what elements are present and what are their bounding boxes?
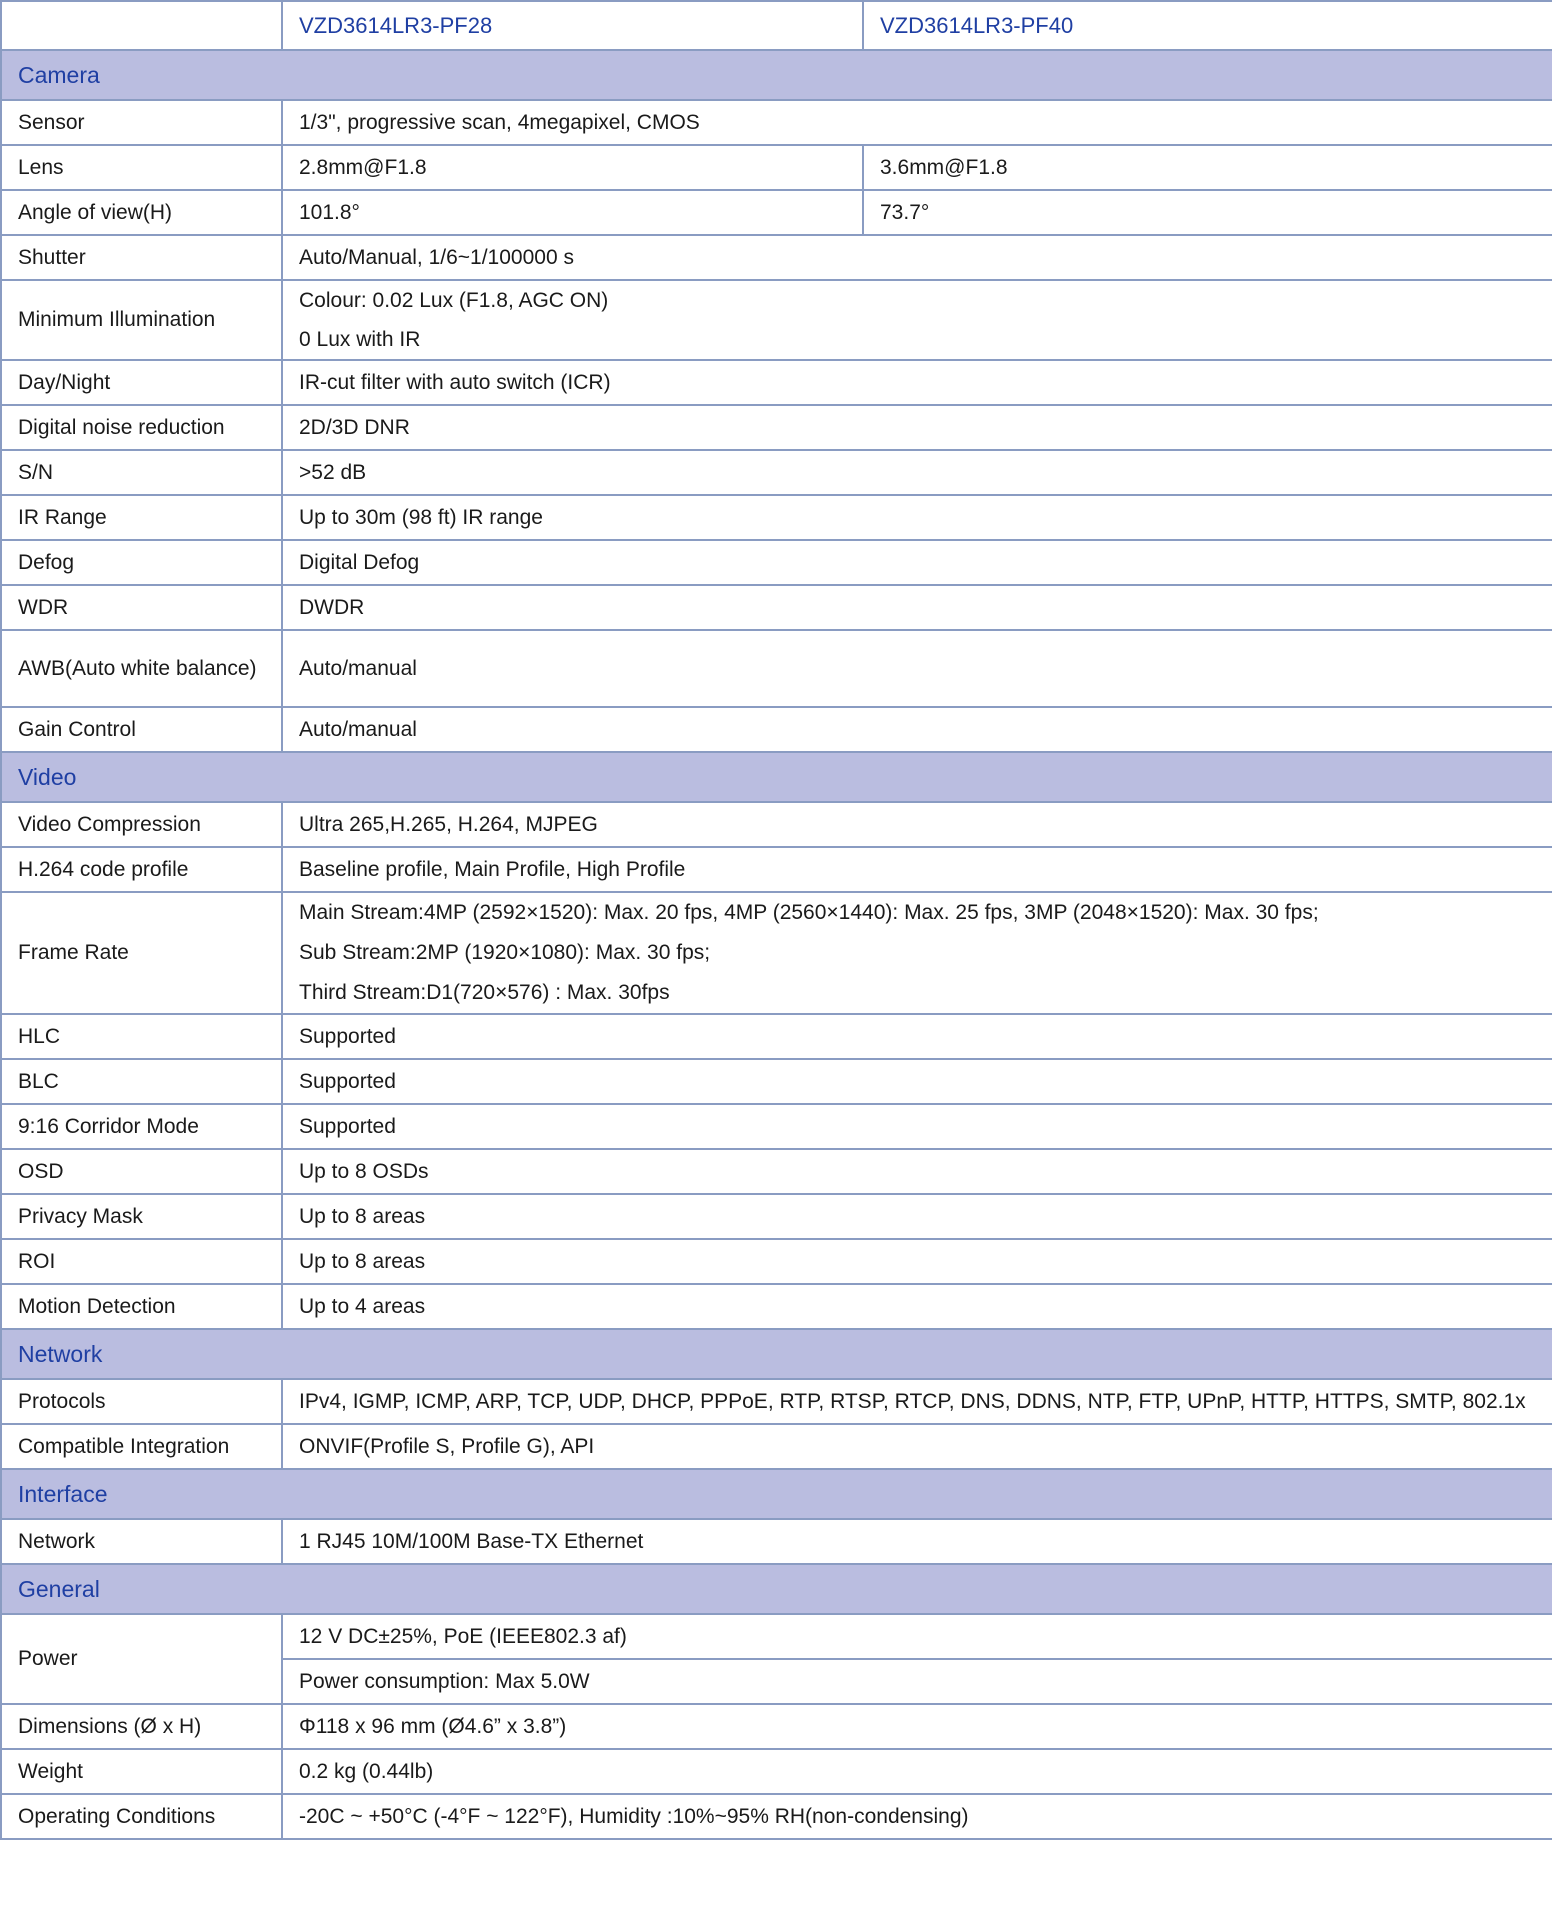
spec-row <box>1 235 1552 280</box>
spec-label: Protocols <box>1 1379 282 1424</box>
section-header-camera <box>1 50 1552 100</box>
spec-value: Ultra 265,H.265, H.264, MJPEG <box>282 802 1552 847</box>
spec-row <box>1 1379 1552 1424</box>
spec-label: Privacy Mask <box>1 1194 282 1239</box>
spec-value: IR-cut filter with auto switch (ICR) <box>282 360 1552 405</box>
section-title: Interface <box>1 1469 1552 1519</box>
spec-row <box>1 450 1552 495</box>
spec-row <box>1 1284 1552 1329</box>
spec-label: Day/Night <box>1 360 282 405</box>
spec-value: >52 dB <box>282 450 1552 495</box>
spec-value: -20C ~ +50°C (-4°F ~ 122°F), Humidity :10%~95% RH(non-condensing) <box>282 1794 1552 1839</box>
spec-value: IPv4, IGMP, ICMP, ARP, TCP, UDP, DHCP, PPPoE, RTP, RTSP, RTCP, DNS, DDNS, NTP, FTP, UPnP, HTTP, HTTPS, SMTP, 802.1x <box>282 1379 1552 1424</box>
spec-value: Auto/Manual, 1/6~1/100000 s <box>282 235 1552 280</box>
spec-row <box>1 145 1552 190</box>
section-header-general <box>1 1564 1552 1614</box>
spec-row <box>1 1014 1552 1059</box>
spec-label: Motion Detection <box>1 1284 282 1329</box>
spec-label: Weight <box>1 1749 282 1794</box>
spec-value: Auto/manual <box>282 707 1552 752</box>
spec-value: Auto/manual <box>282 630 1552 707</box>
spec-value: 2D/3D DNR <box>282 405 1552 450</box>
spec-value: 73.7° <box>863 190 1552 235</box>
spec-value: 1/3", progressive scan, 4megapixel, CMOS <box>282 100 1552 145</box>
spec-label: Dimensions (Ø x H) <box>1 1704 282 1749</box>
spec-row <box>1 495 1552 540</box>
spec-label: Angle of view(H) <box>1 190 282 235</box>
spec-value: Power consumption: Max 5.0W <box>282 1659 1552 1704</box>
spec-value: DWDR <box>282 585 1552 630</box>
spec-row <box>1 540 1552 585</box>
section-title: Video <box>1 752 1552 802</box>
model-name: VZD3614LR3-PF28 <box>282 1 863 50</box>
spec-value-line: 0 Lux with IR <box>299 328 421 351</box>
spec-row <box>1 585 1552 630</box>
spec-row <box>1 1104 1552 1149</box>
spec-row <box>1 847 1552 892</box>
spec-label: HLC <box>1 1014 282 1059</box>
spec-label: Lens <box>1 145 282 190</box>
spec-row <box>1 190 1552 235</box>
spec-value-line: Colour: 0.02 Lux (F1.8, AGC ON) <box>299 289 609 312</box>
spec-row <box>1 280 1552 360</box>
spec-label: WDR <box>1 585 282 630</box>
spec-value: 12 V DC±25%, PoE (IEEE802.3 af) <box>282 1614 1552 1659</box>
spec-value: 3.6mm@F1.8 <box>863 145 1552 190</box>
spec-label: Network <box>1 1519 282 1564</box>
section-title: Network <box>1 1329 1552 1379</box>
section-title: Camera <box>1 50 1552 100</box>
header-empty-cell <box>1 1 282 50</box>
spec-value: Up to 8 OSDs <box>282 1149 1552 1194</box>
spec-row <box>1 405 1552 450</box>
spec-value: Supported <box>282 1014 1552 1059</box>
spec-value: 0.2 kg (0.44lb) <box>282 1749 1552 1794</box>
spec-value: Up to 30m (98 ft) IR range <box>282 495 1552 540</box>
spec-label: Defog <box>1 540 282 585</box>
spec-label: Gain Control <box>1 707 282 752</box>
spec-row <box>1 1239 1552 1284</box>
spec-row <box>1 100 1552 145</box>
spec-label: IR Range <box>1 495 282 540</box>
spec-value: Baseline profile, Main Profile, High Profile <box>282 847 1552 892</box>
spec-value: Φ118 x 96 mm (Ø4.6” x 3.8”) <box>282 1704 1552 1749</box>
spec-value: 1 RJ45 10M/100M Base-TX Ethernet <box>282 1519 1552 1564</box>
spec-value: ONVIF(Profile S, Profile G), API <box>282 1424 1552 1469</box>
spec-label: Digital noise reduction <box>1 405 282 450</box>
spec-value: Supported <box>282 1059 1552 1104</box>
spec-value: 2.8mm@F1.8 <box>282 145 863 190</box>
spec-value-line: Sub Stream:2MP (1920×1080): Max. 30 fps; <box>299 941 711 964</box>
spec-label: Compatible Integration <box>1 1424 282 1469</box>
spec-row <box>1 630 1552 707</box>
spec-row <box>1 707 1552 752</box>
spec-label: Shutter <box>1 235 282 280</box>
spec-label: Video Compression <box>1 802 282 847</box>
spec-value: Digital Defog <box>282 540 1552 585</box>
spec-row <box>1 1424 1552 1469</box>
spec-row <box>1 1149 1552 1194</box>
section-header-network <box>1 1329 1552 1379</box>
spec-value <box>282 892 1552 1014</box>
spec-row <box>1 1614 1552 1659</box>
spec-label: Power <box>1 1614 282 1704</box>
spec-value <box>282 280 1552 360</box>
spec-label: Operating Conditions <box>1 1794 282 1839</box>
spec-row <box>1 1794 1552 1839</box>
spec-label: OSD <box>1 1149 282 1194</box>
spec-value: Up to 8 areas <box>282 1194 1552 1239</box>
spec-label: ROI <box>1 1239 282 1284</box>
spec-label: S/N <box>1 450 282 495</box>
model-name: VZD3614LR3-PF40 <box>863 1 1552 50</box>
spec-value-line: Main Stream:4MP (2592×1520): Max. 20 fps, 4MP (2560×1440): Max. 25 fps, 3MP (2048×1520): Max. 30 fps; <box>299 901 1319 924</box>
section-header-video <box>1 752 1552 802</box>
spec-value: 101.8° <box>282 190 863 235</box>
spec-row <box>1 1704 1552 1749</box>
spec-row <box>1 360 1552 405</box>
spec-label: AWB(Auto white balance) <box>1 630 282 707</box>
spec-value: Up to 8 areas <box>282 1239 1552 1284</box>
spec-label: Sensor <box>1 100 282 145</box>
spec-value: Supported <box>282 1104 1552 1149</box>
spec-value: Up to 4 areas <box>282 1284 1552 1329</box>
spec-row <box>1 802 1552 847</box>
section-title: General <box>1 1564 1552 1614</box>
spec-label: Frame Rate <box>1 892 282 1014</box>
spec-row <box>1 1059 1552 1104</box>
spec-label: H.264 code profile <box>1 847 282 892</box>
spec-row <box>1 892 1552 1014</box>
section-header-interface <box>1 1469 1552 1519</box>
spec-row <box>1 1194 1552 1239</box>
spec-label: Minimum Illumination <box>1 280 282 360</box>
spec-value-line: Third Stream:D1(720×576) : Max. 30fps <box>299 981 670 1004</box>
spec-row <box>1 1749 1552 1794</box>
spec-row <box>1 1519 1552 1564</box>
spec-label: 9:16 Corridor Mode <box>1 1104 282 1149</box>
spec-label: BLC <box>1 1059 282 1104</box>
model-header-row <box>1 1 1552 50</box>
